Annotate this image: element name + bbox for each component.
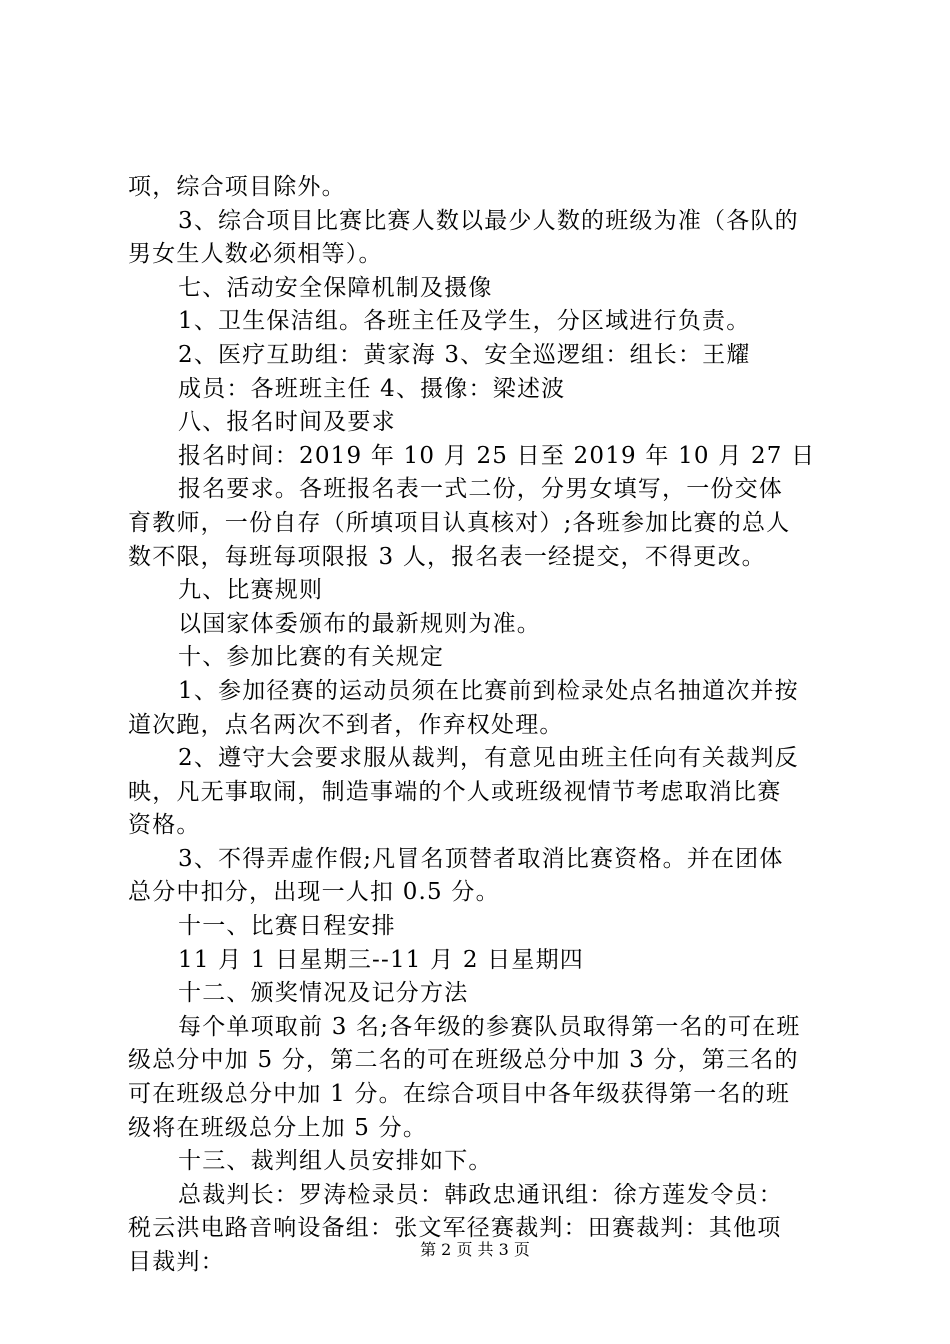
document-line: 七、活动安全保障机制及摄像	[178, 274, 493, 301]
document-line: 级总分中加 5 分，第二名的可在班级总分中加 3 分，第三名的	[128, 1047, 799, 1074]
document-line: 总裁判长：罗涛检录员：韩政忠通讯组：徐方莲发令员：	[178, 1181, 783, 1208]
document-line: 成员：各班班主任 4、摄像：梁述波	[178, 375, 566, 402]
document-line: 八、报名时间及要求	[178, 409, 396, 436]
document-line: 以国家体委颁布的最新规则为准。	[178, 610, 541, 637]
document-line: 育教师，一份自存（所填项目认真核对）;各班参加比赛的总人	[128, 509, 791, 536]
document-line: 可在班级总分中加 1 分。在综合项目中各年级获得第一名的班	[128, 1081, 791, 1108]
document-line: 十三、裁判组人员安排如下。	[178, 1148, 493, 1175]
document-line: 十一、比赛日程安排	[178, 913, 396, 940]
document-line: 道次跑，点名两次不到者，作弃权处理。	[128, 711, 564, 738]
document-line: 十二、颁奖情况及记分方法	[178, 980, 469, 1007]
document-line: 2、医疗互助组：黄家海 3、安全巡逻组：组长：王耀	[178, 341, 751, 368]
document-line: 资格。	[128, 812, 201, 839]
document-line: 项，综合项目除外。	[128, 174, 346, 200]
document-line: 1、参加径赛的运动员须在比赛前到检录处点名抽道次并按	[178, 677, 799, 704]
document-line: 映，凡无事取闹，制造事端的个人或班级视情节考虑取消比赛	[128, 778, 782, 805]
document-line: 3、综合项目比赛比赛人数以最少人数的班级为准（各队的	[178, 207, 799, 234]
document-line: 总分中扣分，出现一人扣 0.5 分。	[128, 879, 500, 906]
document-line: 报名时间：2019 年 10 月 25 日至 2019 年 10 月 27 日	[178, 442, 816, 469]
document-line: 级将在班级总分上加 5 分。	[128, 1114, 428, 1141]
document-body	[128, 171, 834, 1280]
document-line: 十、参加比赛的有关规定	[178, 644, 445, 671]
document-line: 数不限，每班每项限报 3 人，报名表一经提交，不得更改。	[128, 543, 766, 570]
document-line: 2、遵守大会要求服从裁判，有意见由班主任向有关裁判反	[178, 745, 799, 772]
document-line: 3、不得弄虚作假;凡冒名顶替者取消比赛资格。并在团体	[178, 845, 784, 872]
document-line: 男女生人数必须相等）。	[128, 241, 383, 268]
page-footer: 第 2 页 共 3 页	[420, 1240, 530, 1259]
document-line: 每个单项取前 3 名;各年级的参赛队员取得第一名的可在班	[178, 1013, 801, 1040]
document-line: 目裁判：	[128, 1249, 225, 1275]
document-line: 报名要求。各班报名表一式二份，分男女填写，一份交体	[178, 476, 783, 503]
document-line: 九、比赛规则	[178, 577, 324, 604]
document-line: 11 月 1 日星期三--11 月 2 日星期四	[178, 946, 585, 973]
document-line: 税云洪电路音响设备组：张文军径赛裁判：田赛裁判：其他项	[128, 1215, 782, 1242]
document-line: 1、卫生保洁组。各班主任及学生，分区域进行负责。	[178, 308, 751, 335]
